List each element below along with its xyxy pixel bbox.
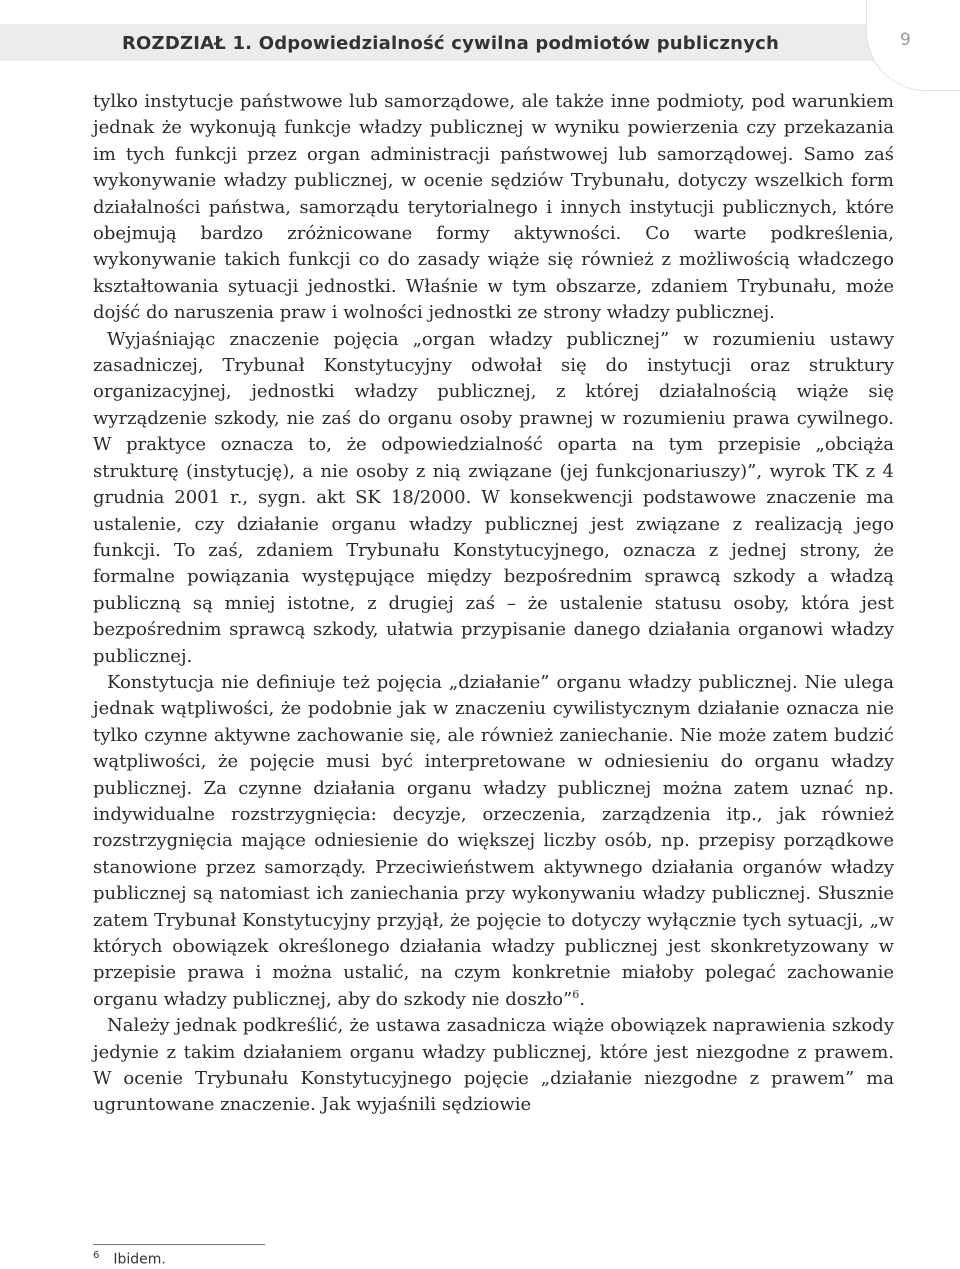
chapter-title: ROZDZIAŁ 1. Odpowiedzialność cywilna podmiotów publicznych	[122, 33, 780, 54]
page-number-tab	[866, 0, 960, 91]
paragraph-3	[93, 670, 894, 1013]
footnote-text: Ibidem.	[113, 1251, 166, 1268]
footnote	[93, 1250, 166, 1268]
paragraph-3-end: .	[579, 988, 585, 1010]
paragraph-1: tylko instytucje państwowe lub samorządowe, ale także inne podmioty, pod warunkiem jednak że wykonują funkcje władzy publicznej w wyniku powierzenia czy przekazania im tych funkcji przez organ administracji państwowej lub samorządowej. Samo zaś wykonywanie władzy publicznej, w ocenie sędziów Trybunału, dotyczy wszelkich form działalności państwa, samorządu terytorialnego i innych instytucji publicznych, które obejmują bardzo zróżnicowane formy aktywności. Co warte podkreślenia, wykonywanie takich funkcji co do zasady wiąże się również z możliwością władczego kształtowania sytuacji jednostki. Właśnie w tym obszarze, zdaniem Trybunału, może dojść do naruszenia praw i wolności jednostki ze strony władzy publicznej.	[93, 91, 894, 324]
paragraph-4: Należy jednak podkreślić, że ustawa zasadnicza wiąże obowiązek naprawienia szkody jedynie z takim działaniem organu władzy publicznej, które jest niezgodne z prawem. W ocenie Trybunału Konstytucyjnego pojęcie „działanie niezgodne z prawem” ma ugruntowane znaczenie. Jak wyjaśnili sędziowie	[93, 1015, 894, 1116]
page-number: 9	[900, 30, 911, 50]
footnote-mark: 6	[93, 1250, 100, 1261]
body-text	[93, 89, 894, 1119]
paragraph-2: Wyjaśniając znaczenie pojęcia „organ władzy publicznej” w rozumieniu ustawy zasadniczej, Trybunał Konstytucyjny odwołał się do instytucji oraz struktury organizacyjnej, jednostki władzy publicznej, z której działalnością wiąże się wyrządzenie szkody, nie zaś do organu osoby prawnej w rozumieniu prawa cywilnego. W praktyce oznacza to, że odpowiedzialność oparta na tym przepisie „obciąża strukturę (instytucję), a nie osoby z nią związane (jej funkcjonariuszy)”, wyrok TK z 4 grudnia 2001 r., sygn. akt SK 18/2000. W konsekwencji podstawowe znaczenie ma ustalenie, czy działanie organu władzy publicznej jest związane z realizacją jego funkcji. To zaś, zdaniem Trybunału Konstytucyjnego, oznacza z jednej strony, że formalne powiązania występujące między bezpośrednim sprawcą szkody a władzą publiczną są mniej istotne, z drugiej zaś – że ustalenie statusu osoby, która jest bezpośrednim sprawcą szkody, ułatwia przypisanie danego działania organowi władzy publicznej.	[93, 328, 894, 667]
footnote-divider	[93, 1244, 265, 1245]
footnote-reference: 6	[572, 987, 580, 1001]
paragraph-3-text: Konstytucja nie definiuje też pojęcia „działanie” organu władzy publicznej. Nie ulega jednak wątpliwości, że podobnie jak w znaczeniu cywilistycznym działanie oznacza nie tylko czynne aktywne zachowanie się, ale również zaniechanie. Nie może zatem budzić wątpliwości, że pojęcie musi być interpretowane w odniesieniu do organu władzy publicznej. Za czynne działania organu władzy publicznej można zatem uznać np. indywidualne rozstrzygnięcia: decyzje, orzeczenia, zarządzenia itp., jak również rozstrzygnięcia mające odniesienie do większej liczby osób, np. przepisy porządkowe stanowione przez samorządy. Przeciwieństwem aktywnego działania organów władzy publicznej są natomiast ich zaniechania przy wykonywaniu władzy publicznej. Słusznie zatem Trybunał Konstytucyjny przyjął, że pojęcie to dotyczy wyłącznie tych sytuacji, „w których obowiązek określonego działania władzy publicznej jest skonkretyzowany w przepisie prawa i można ustalić, na czym konkretnie miałoby polegać zachowanie organu władzy publicznej, aby do szkody nie doszło”	[93, 671, 894, 1010]
